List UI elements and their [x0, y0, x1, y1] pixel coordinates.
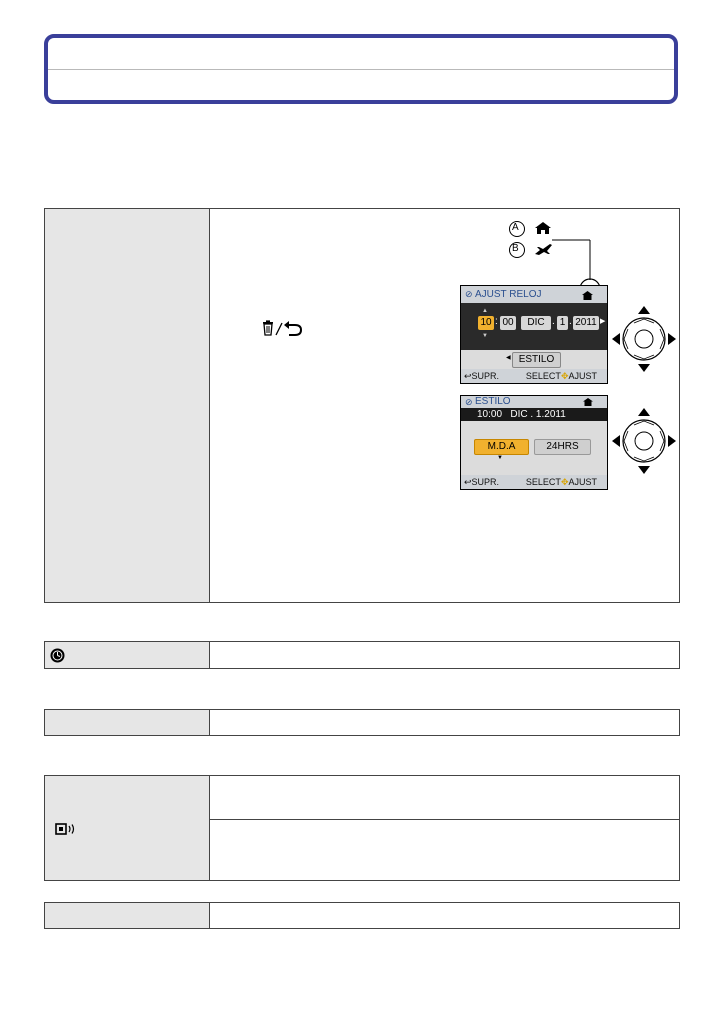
date-dot: .	[552, 316, 555, 327]
day-field[interactable]: 1	[557, 316, 568, 330]
clock-screen-footer	[461, 369, 607, 383]
clock-row-table	[44, 641, 680, 669]
setting-row-label-cell	[45, 710, 210, 735]
callout-a-label: A	[512, 222, 519, 233]
clock-screen	[460, 285, 608, 384]
left-arrow: ◀	[506, 355, 511, 361]
home-icon	[582, 289, 593, 306]
last-row-table	[44, 902, 680, 929]
year-field[interactable]: 2011	[573, 316, 599, 330]
row-divider	[209, 819, 679, 820]
style-preview: 10:00 DIC . 1.2011	[461, 408, 607, 421]
stabilizer-table	[44, 775, 680, 881]
return-icon: ↩	[464, 477, 472, 487]
footer-delete: SUPR.	[471, 477, 500, 487]
hour-field[interactable]: 10	[478, 316, 494, 330]
down-arrow: ▼	[497, 455, 503, 461]
style-screen-footer	[461, 475, 607, 489]
trash-icon	[263, 320, 273, 335]
up-arrow: ▲	[482, 308, 488, 314]
style-screen-title-bar	[461, 396, 607, 408]
clock-row-label-cell	[45, 642, 210, 668]
style-button[interactable]: ESTILO	[512, 352, 561, 368]
down-arrow: ▼	[482, 333, 488, 339]
dpad-mini-icon: ✥	[560, 477, 569, 487]
footer-select: SELECT	[525, 371, 561, 381]
return-icon: ↩	[464, 371, 472, 381]
footer-delete: SUPR.	[471, 371, 500, 381]
airplane-icon	[535, 243, 553, 255]
date-dot: .	[569, 316, 572, 327]
setting-row-table	[44, 709, 680, 736]
footer-set: AJUST	[568, 371, 597, 381]
clock-icon	[50, 648, 65, 663]
callout-b-label: B	[512, 243, 519, 254]
last-row-label-cell	[45, 903, 210, 928]
time-colon: :	[495, 316, 498, 327]
footer-select: SELECT	[525, 477, 561, 487]
clock-small-icon: ⊘	[465, 289, 473, 299]
trash-return-icon	[261, 320, 305, 338]
date-order-option[interactable]: M.D.A	[474, 439, 529, 455]
hour-format-option[interactable]: 24HRS	[534, 439, 591, 455]
clock-setting-label-cell	[45, 209, 210, 602]
stabilizer-label-cell	[45, 776, 210, 880]
style-screen	[460, 395, 608, 490]
footer-set: AJUST	[568, 477, 597, 487]
dpad-icon	[612, 408, 676, 474]
dpad-mini-icon: ✥	[560, 371, 569, 381]
stabilizer-icon	[55, 823, 79, 835]
right-arrow: ▶	[600, 318, 606, 325]
header-divider	[48, 69, 674, 70]
clock-screen-title-bar	[461, 286, 607, 303]
header-box	[44, 34, 678, 104]
return-icon	[284, 321, 301, 335]
home-icon	[535, 222, 551, 234]
clock-small-icon: ⊘	[465, 397, 473, 407]
month-field[interactable]: DIC	[521, 316, 551, 330]
minute-field[interactable]: 00	[500, 316, 516, 330]
clock-screen-title: AJUST RELOJ	[475, 289, 542, 300]
dpad-icon	[612, 306, 676, 372]
style-screen-title: ESTILO	[475, 396, 511, 407]
